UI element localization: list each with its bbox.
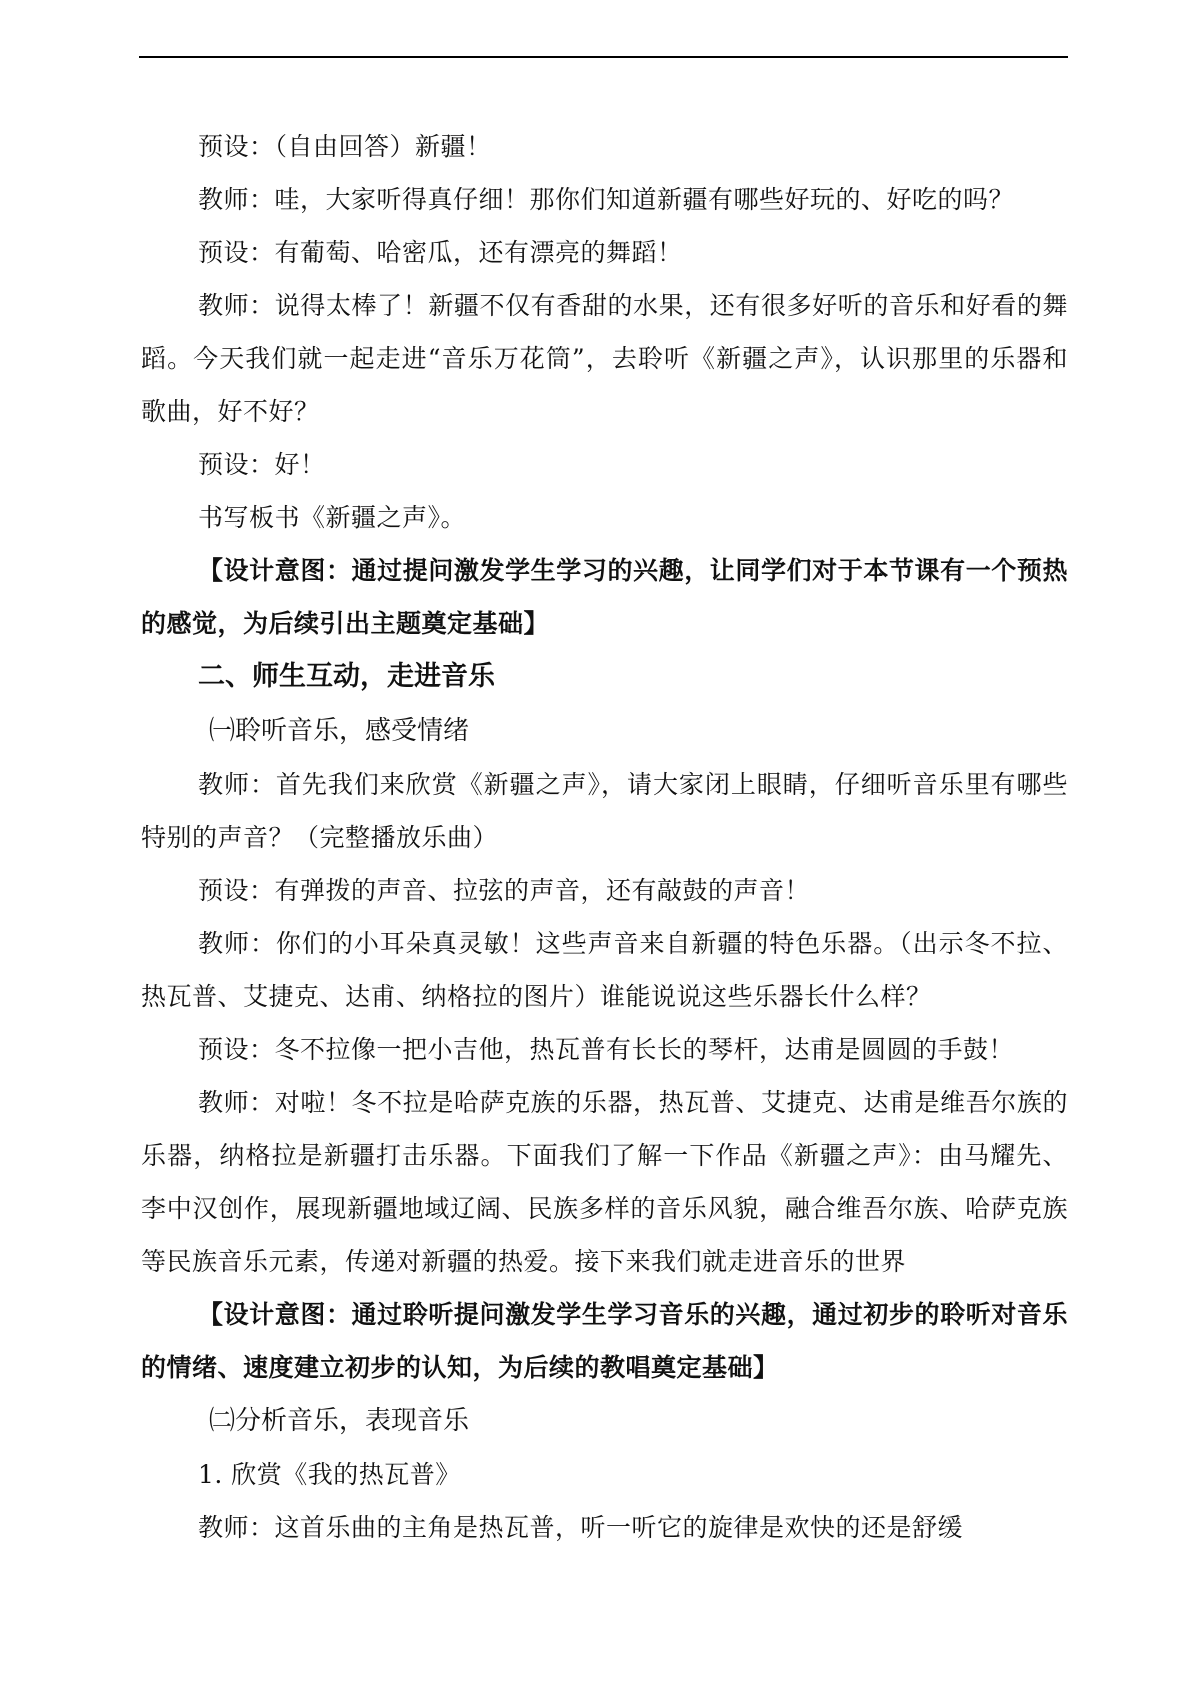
teacher-explain: 教师：对啦！冬不拉是哈萨克族的乐器，热瓦普、艾捷克、达甫是维吾尔族的乐器，纳格拉是新疆打击乐器。下面我们了解一下作品《新疆之声》：由马耀先、李中汉创作，展现新疆地域辽阔、民族多样的音乐风貌，融合维吾尔族、哈萨克族等民族音乐元素，传递对新疆的热爱。接下来我们就走进音乐的世界 xyxy=(141,1088,1068,1276)
header-rule xyxy=(139,56,1068,58)
board-writing: 书写板书《新疆之声》。 xyxy=(198,503,467,532)
answer-sounds: 预设：有弹拨的声音、拉弦的声音，还有敲鼓的声音！ xyxy=(198,876,811,905)
design-intent-2: 【设计意图：通过聆听提问激发学生学习音乐的兴趣，通过初步的聆听对音乐的情绪、速度建立初步的认知，为后续的教唱奠定基础】 xyxy=(141,1300,1068,1382)
subsection-heading-2: ㈡分析音乐，表现音乐 xyxy=(209,1406,470,1436)
teacher-intro: 教师：说得太棒了！新疆不仅有香甜的水果，还有很多好听的音乐和好看的舞蹈。今天我们就一起走进“音乐万花筒”，去聆听《新疆之声》，认识那里的乐器和歌曲，好不好？ xyxy=(141,291,1068,426)
answer-grapes: 预设：有葡萄、哈密瓜，还有漂亮的舞蹈！ xyxy=(198,238,683,267)
section-heading-2: 二、师生互动，走进音乐 xyxy=(198,661,495,692)
item-1-title: 1. 欣赏《我的热瓦普》 xyxy=(198,1460,461,1489)
document-body xyxy=(141,120,1068,1554)
design-intent-1: 【设计意图：通过提问激发学生学习的兴趣，让同学们对于本节课有一个预热的感觉，为后续引出主题奠定基础】 xyxy=(141,556,1068,638)
answer-xinjiang: 预设：（自由回答）新疆！ xyxy=(198,132,492,161)
teacher-instruments: 教师：你们的小耳朵真灵敏！这些声音来自新疆的特色乐器。（出示冬不拉、热瓦普、艾捷克、达甫、纳格拉的图片）谁能说说这些乐器长什么样？ xyxy=(141,929,1068,1011)
teacher-rawap: 教师：这首乐曲的主角是热瓦普，听一听它的旋律是欢快的还是舒缓 xyxy=(198,1513,964,1542)
answer-ok: 预设：好！ xyxy=(198,450,326,479)
answer-instruments: 预设：冬不拉像一把小吉他，热瓦普有长长的琴杆，达甫是圆圆的手鼓！ xyxy=(198,1035,1015,1064)
teacher-question-food: 教师：哇，大家听得真仔细！那你们知道新疆有哪些好玩的、好吃的吗？ xyxy=(198,185,1015,214)
teacher-listen: 教师：首先我们来欣赏《新疆之声》，请大家闭上眼睛，仔细听音乐里有哪些特别的声音？（完整播放乐曲） xyxy=(141,770,1068,852)
subsection-heading-1: ㈠聆听音乐，感受情绪 xyxy=(209,716,470,746)
